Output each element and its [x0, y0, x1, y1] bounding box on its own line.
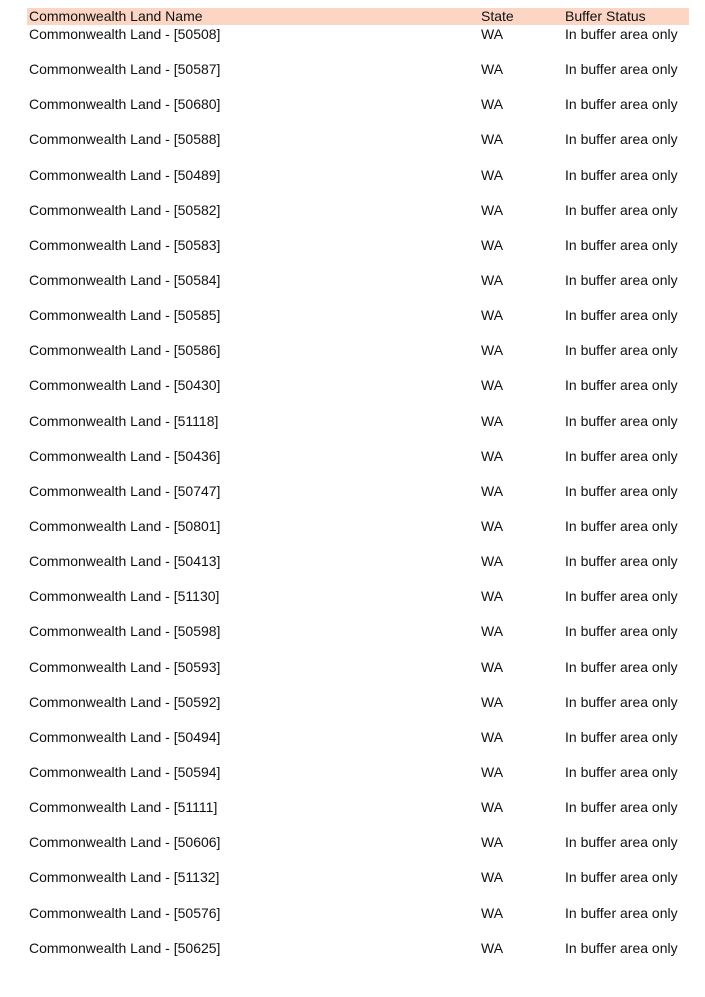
table-row [0, 869, 705, 904]
table-row [0, 659, 705, 694]
land-name-cell: Commonwealth Land - [50625] [29, 939, 221, 956]
buffer-status-cell: In buffer area only [565, 939, 678, 956]
buffer-status-cell: In buffer area only [565, 236, 678, 253]
state-cell: WA [481, 553, 504, 570]
buffer-status-cell: In buffer area only [565, 482, 678, 499]
table-row [0, 729, 705, 764]
buffer-status-cell: In buffer area only [565, 623, 678, 640]
land-name-cell: Commonwealth Land - [50413] [29, 553, 221, 570]
state-cell: WA [481, 166, 504, 183]
column-header-name: Commonwealth Land Name [29, 8, 203, 24]
state-cell: WA [481, 482, 504, 499]
buffer-status-cell: In buffer area only [565, 412, 678, 429]
state-cell: WA [481, 236, 504, 253]
buffer-status-cell: In buffer area only [565, 517, 678, 534]
table-row [0, 413, 705, 448]
table-row [0, 518, 705, 553]
buffer-status-cell: In buffer area only [565, 658, 678, 675]
land-name-cell: Commonwealth Land - [50430] [29, 377, 221, 394]
state-cell: WA [481, 763, 504, 780]
state-cell: WA [481, 96, 504, 113]
state-cell: WA [481, 271, 504, 288]
table-row [0, 202, 705, 237]
buffer-status-cell: In buffer area only [565, 166, 678, 183]
table-row [0, 377, 705, 412]
land-name-cell: Commonwealth Land - [50582] [29, 201, 221, 218]
buffer-status-cell: In buffer area only [565, 588, 678, 605]
table-row [0, 623, 705, 658]
land-name-cell: Commonwealth Land - [50592] [29, 693, 221, 710]
buffer-status-cell: In buffer area only [565, 26, 678, 42]
table-row [0, 694, 705, 729]
land-name-cell: Commonwealth Land - [50586] [29, 342, 221, 359]
buffer-status-cell: In buffer area only [565, 342, 678, 359]
land-name-cell: Commonwealth Land - [50436] [29, 447, 221, 464]
buffer-status-cell: In buffer area only [565, 869, 678, 886]
table-row [0, 237, 705, 272]
land-name-cell: Commonwealth Land - [50593] [29, 658, 221, 675]
table-body [0, 26, 705, 975]
table-row [0, 96, 705, 131]
state-cell: WA [481, 693, 504, 710]
table-row [0, 26, 705, 61]
land-name-cell: Commonwealth Land - [50680] [29, 96, 221, 113]
land-name-cell: Commonwealth Land - [50587] [29, 61, 221, 78]
state-cell: WA [481, 447, 504, 464]
buffer-status-cell: In buffer area only [565, 763, 678, 780]
state-cell: WA [481, 939, 504, 956]
column-header-state: State [481, 8, 514, 24]
table-row [0, 272, 705, 307]
table-row [0, 553, 705, 588]
land-name-cell: Commonwealth Land - [51118] [29, 412, 219, 429]
state-cell: WA [481, 623, 504, 640]
table-row [0, 588, 705, 623]
land-name-cell: Commonwealth Land - [51111] [29, 799, 218, 816]
table-row [0, 307, 705, 342]
buffer-status-cell: In buffer area only [565, 201, 678, 218]
land-name-cell: Commonwealth Land - [50585] [29, 307, 221, 324]
state-cell: WA [481, 799, 504, 816]
column-header-buffer-status: Buffer Status [565, 8, 646, 24]
land-name-cell: Commonwealth Land - [50583] [29, 236, 221, 253]
table-row [0, 61, 705, 96]
buffer-status-cell: In buffer area only [565, 61, 678, 78]
state-cell: WA [481, 517, 504, 534]
buffer-status-cell: In buffer area only [565, 377, 678, 394]
state-cell: WA [481, 131, 504, 148]
state-cell: WA [481, 904, 504, 921]
state-cell: WA [481, 201, 504, 218]
land-name-cell: Commonwealth Land - [50584] [29, 271, 221, 288]
buffer-status-cell: In buffer area only [565, 96, 678, 113]
land-name-cell: Commonwealth Land - [50801] [29, 517, 221, 534]
buffer-status-cell: In buffer area only [565, 271, 678, 288]
state-cell: WA [481, 342, 504, 359]
buffer-status-cell: In buffer area only [565, 131, 678, 148]
table-row [0, 448, 705, 483]
state-cell: WA [481, 658, 504, 675]
land-name-cell: Commonwealth Land - [50489] [29, 166, 221, 183]
land-name-cell: Commonwealth Land - [50747] [29, 482, 221, 499]
buffer-status-cell: In buffer area only [565, 447, 678, 464]
table-row [0, 905, 705, 940]
buffer-status-cell: In buffer area only [565, 728, 678, 745]
land-name-cell: Commonwealth Land - [51132] [29, 869, 220, 886]
buffer-status-cell: In buffer area only [565, 834, 678, 851]
buffer-status-cell: In buffer area only [565, 799, 678, 816]
state-cell: WA [481, 869, 504, 886]
table-row [0, 167, 705, 202]
buffer-status-cell: In buffer area only [565, 693, 678, 710]
table-row [0, 342, 705, 377]
table-row [0, 940, 705, 975]
land-name-cell: Commonwealth Land - [50576] [29, 904, 221, 921]
land-name-cell: Commonwealth Land - [51130] [29, 588, 220, 605]
state-cell: WA [481, 307, 504, 324]
state-cell: WA [481, 26, 504, 42]
buffer-status-cell: In buffer area only [565, 553, 678, 570]
state-cell: WA [481, 61, 504, 78]
land-name-cell: Commonwealth Land - [50598] [29, 623, 221, 640]
table-row [0, 799, 705, 834]
state-cell: WA [481, 412, 504, 429]
buffer-status-cell: In buffer area only [565, 307, 678, 324]
state-cell: WA [481, 728, 504, 745]
land-name-cell: Commonwealth Land - [50594] [29, 763, 221, 780]
land-name-cell: Commonwealth Land - [50588] [29, 131, 221, 148]
land-name-cell: Commonwealth Land - [50494] [29, 728, 221, 745]
buffer-status-cell: In buffer area only [565, 904, 678, 921]
table-row [0, 483, 705, 518]
state-cell: WA [481, 834, 504, 851]
table-row [0, 131, 705, 166]
state-cell: WA [481, 588, 504, 605]
state-cell: WA [481, 377, 504, 394]
land-name-cell: Commonwealth Land - [50508] [29, 26, 221, 42]
table-row [0, 834, 705, 869]
land-name-cell: Commonwealth Land - [50606] [29, 834, 221, 851]
table-row [0, 764, 705, 799]
